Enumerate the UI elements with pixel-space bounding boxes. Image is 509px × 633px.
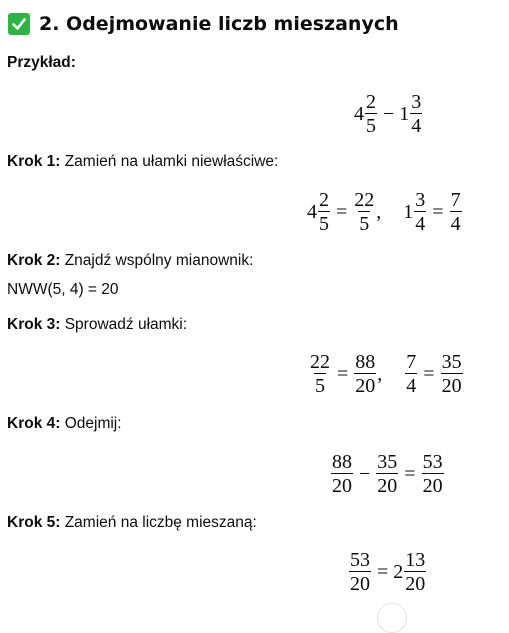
step-4-equation: [330, 452, 445, 496]
fraction: $\frac{53}{20}$: [422, 451, 443, 497]
fraction: $\frac{53}{20}$: [350, 549, 370, 595]
check-mark-icon: [8, 13, 30, 35]
step-3-text: Krok 3: Sprowadź ułamki:: [7, 316, 188, 333]
fraction: $\frac{7}{4}$: [406, 351, 417, 397]
scroll-down-button[interactable]: [377, 603, 407, 633]
step-5-equation: [348, 550, 427, 594]
mixed-whole: 1: [399, 103, 410, 125]
mixed-whole: 4: [354, 103, 364, 125]
fraction: $\frac{3}{4}$: [415, 189, 426, 235]
lcm-line: NWW(5, 4) = 20: [7, 281, 119, 298]
minus-operator: −: [383, 103, 395, 125]
equals-operator: =: [337, 363, 349, 385]
section-heading: [8, 11, 399, 37]
step-4-text: Krok 4: Odejmij:: [7, 415, 122, 432]
fraction: $\frac{88}{20}$: [355, 351, 376, 397]
equals-operator: =: [336, 201, 348, 223]
fraction: $\frac{3}{4}$: [411, 91, 422, 137]
fraction: $\frac{22}{5}$: [310, 351, 330, 397]
section-title: 2. Odejmowanie liczb mieszanych: [39, 13, 399, 35]
step-5-text: Krok 5: Zamień na liczbę mieszaną:: [7, 514, 257, 531]
equals-operator: =: [377, 561, 389, 583]
step-2-text: Krok 2: Znajdź wspólny mianownik:: [7, 252, 254, 269]
fraction: $\frac{2}{5}$: [366, 91, 376, 137]
fraction: $\frac{13}{20}$: [405, 549, 426, 595]
step-1-text: Krok 1: Zamień na ułamki niewłaściwe:: [7, 153, 279, 170]
fraction: $\frac{7}{4}$: [450, 189, 461, 235]
example-label: Przykład:: [7, 54, 76, 71]
fraction: $\frac{22}{5}$: [354, 189, 375, 235]
step-1-equation: 4 $\frac{2}{5}$ = $\frac{22}{5}$ , 1 $\frac{3}{4}$ = $\frac{7}{4}$: [307, 189, 461, 235]
equals-operator: =: [423, 363, 435, 385]
mixed-whole: 2: [393, 561, 404, 583]
fraction: $\frac{88}{20}$: [332, 451, 352, 497]
step-3-equation: $\frac{22}{5}$ = $\frac{88}{20}$ , $\frac{7}{4}$ = $\frac{35}{20}$: [310, 351, 462, 397]
equals-operator: =: [432, 201, 444, 223]
minus-operator: −: [359, 463, 371, 485]
fraction: $\frac{35}{20}$: [441, 351, 462, 397]
fraction: $\frac{35}{20}$: [377, 451, 398, 497]
equals-operator: =: [404, 463, 416, 485]
example-equation: [354, 92, 423, 136]
fraction: $\frac{2}{5}$: [319, 189, 329, 235]
